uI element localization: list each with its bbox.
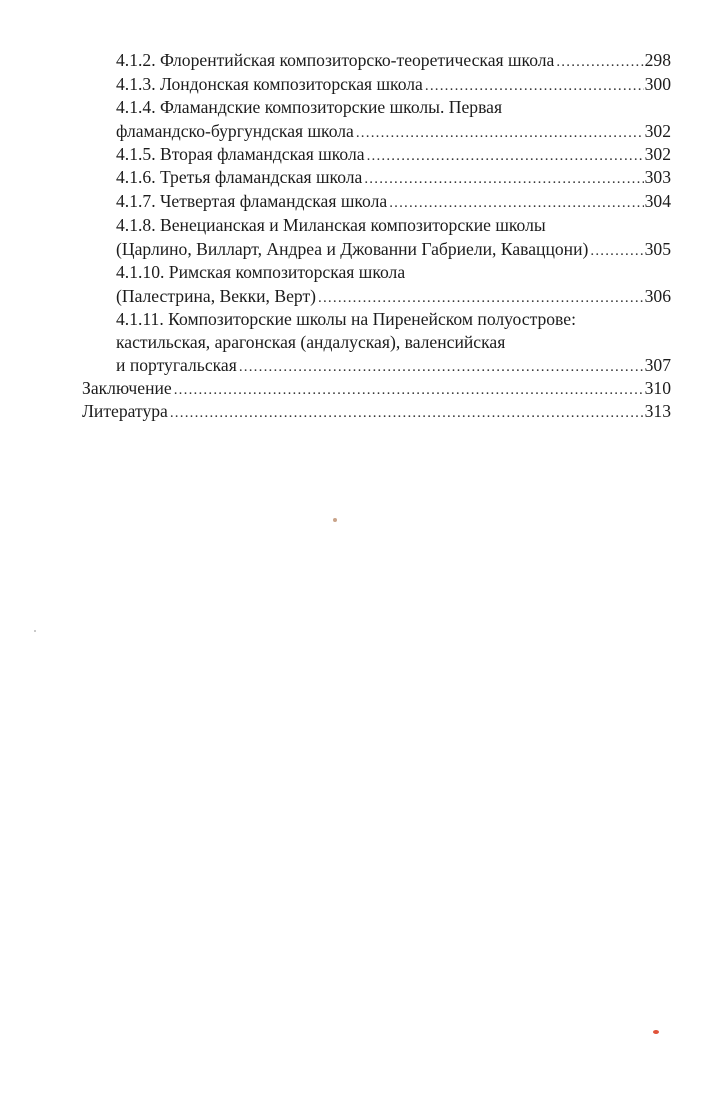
toc-entry <box>116 165 671 189</box>
toc-entry-title: 4.1.5. Вторая фламандская школа <box>116 144 365 164</box>
toc-entry <box>116 48 671 72</box>
toc-entry <box>116 95 502 119</box>
toc-entry-continuation <box>116 237 671 261</box>
dot-leader <box>364 167 643 191</box>
toc-entry-page: 310 <box>644 378 671 398</box>
toc-entry-page: 305 <box>644 239 671 259</box>
toc-entry-page: 307 <box>644 355 671 375</box>
toc-entry-title: 4.1.2. Флорентийская композиторско-теоретическая школа <box>116 50 555 70</box>
toc-entry <box>116 189 671 213</box>
toc-entry-page: 302 <box>644 144 671 164</box>
toc-entry-title: 4.1.11. Композиторские школы на Пиренейском полуострове: <box>116 309 576 329</box>
toc-entry-continuation <box>116 353 671 377</box>
toc-entry-page: 313 <box>644 401 671 421</box>
paper-speck <box>333 518 337 522</box>
toc-entry-continuation <box>116 284 671 308</box>
toc-entry <box>116 307 576 331</box>
toc-entry-title: (Палестрина, Векки, Верт) <box>116 286 317 306</box>
dot-leader <box>170 401 644 425</box>
toc-entry-title: и португальская <box>116 355 237 375</box>
toc-entry <box>82 376 671 400</box>
dot-leader <box>556 50 643 74</box>
toc-entry <box>116 260 405 284</box>
paper-speck <box>653 1030 659 1034</box>
toc-entry-title: 4.1.7. Четвертая фламандская школа <box>116 191 388 211</box>
toc-entry-page: 306 <box>644 286 671 306</box>
toc-entry-title: Заключение <box>82 378 172 398</box>
toc-entry-title: 4.1.4. Фламандские композиторские школы. Первая <box>116 97 503 117</box>
toc-entry-title: 4.1.8. Венецианская и Миланская композиторские школы <box>116 215 546 235</box>
toc-entry <box>116 142 671 166</box>
toc-entry-page: 298 <box>644 50 671 70</box>
toc-entry-continuation <box>116 330 505 354</box>
dot-leader <box>389 191 643 215</box>
toc-entry-page: 302 <box>644 121 671 141</box>
toc-entry-title: 4.1.6. Третья фламандская школа <box>116 167 363 187</box>
dot-leader <box>590 239 643 263</box>
toc-entry-title: Литература <box>82 401 168 421</box>
toc-entry-continuation <box>116 119 671 143</box>
paper-speck <box>34 630 36 632</box>
toc-entry-page: 304 <box>644 191 671 211</box>
toc-entry-title: (Царлино, Вилларт, Андреа и Джованни Габриели, Каваццони) <box>116 239 589 259</box>
toc-entry-title: кастильская, арагонская (андалуская), валенсийская <box>116 332 506 352</box>
toc-entry <box>116 72 671 96</box>
toc-entry-title: 4.1.3. Лондонская композиторская школа <box>116 74 423 94</box>
toc-entry <box>116 213 546 237</box>
toc-entry-title: фламандско-бургундская школа <box>116 121 354 141</box>
toc-entry-title: 4.1.10. Римская композиторская школа <box>116 262 406 282</box>
toc-entry <box>82 399 671 423</box>
toc-entry-page: 300 <box>644 74 671 94</box>
toc-entry-page: 303 <box>644 167 671 187</box>
